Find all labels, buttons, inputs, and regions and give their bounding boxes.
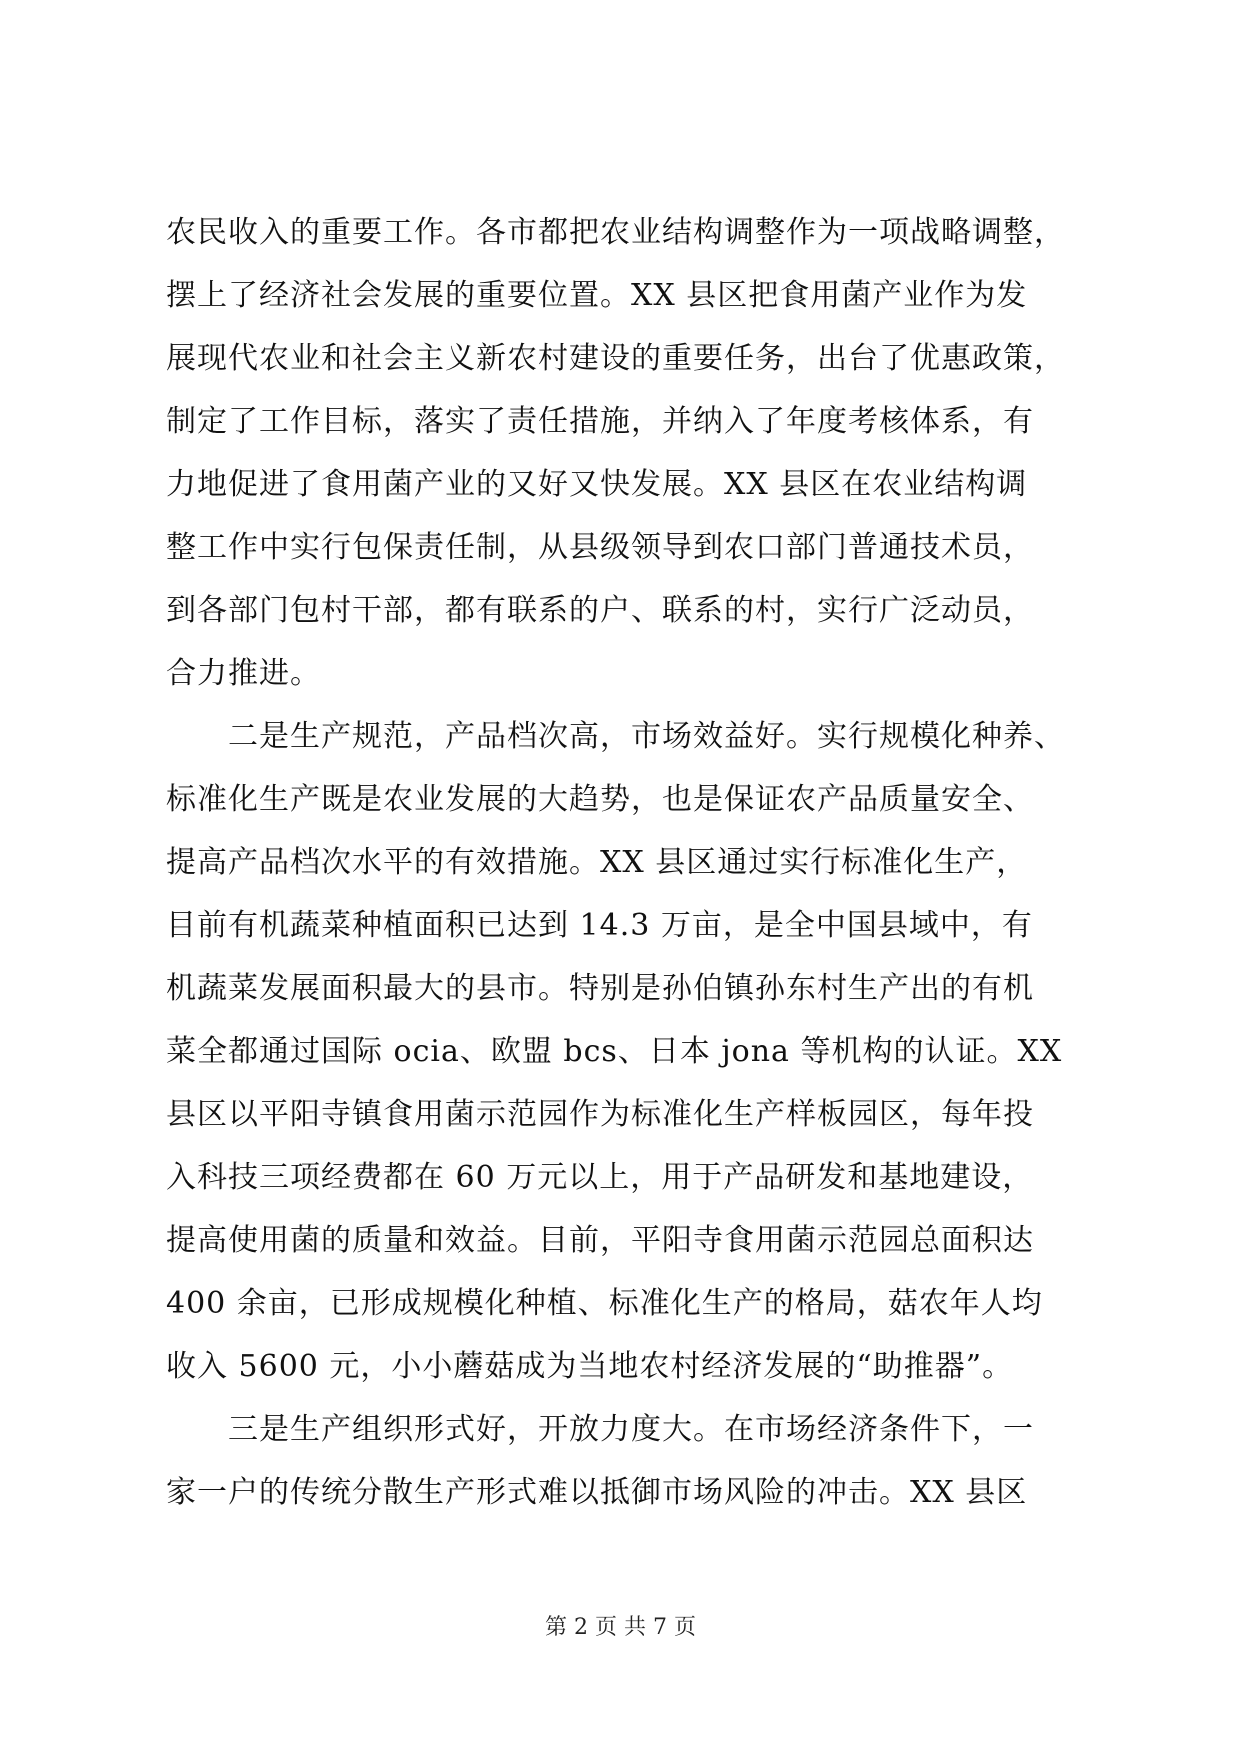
text-line: 400 余亩，已形成规模化种植、标准化生产的格局，菇农年人均 — [166, 1286, 1043, 1321]
text-line: 机蔬菜发展面积最大的县市。特别是孙伯镇孙东村生产出的有机 — [166, 971, 1034, 1006]
text-line: 提高产品档次水平的有效措施。XX 县区通过实行标准化生产， — [166, 845, 1028, 880]
text-line: 家一户的传统分散生产形式难以抵御市场风险的冲击。XX 县区 — [166, 1475, 1028, 1510]
body-text — [166, 201, 1126, 1524]
text-line: 县区以平阳寺镇食用菌示范园作为标准化生产样板园区，每年投 — [166, 1097, 1034, 1132]
text-line: 制定了工作目标，落实了责任措施，并纳入了年度考核体系，有 — [166, 404, 1034, 439]
text-line: 收入 5600 元，小小蘑菇成为当地农村经济发展的“助推器”。 — [166, 1349, 1014, 1384]
text-line: 合力推进。 — [166, 656, 321, 691]
text-line: 三是生产组织形式好，开放力度大。在市场经济条件下，一 — [166, 1412, 1034, 1447]
text-line: 农民收入的重要工作。各市都把农业结构调整作为一项战略调整， — [166, 215, 1065, 250]
text-line: 整工作中实行包保责任制，从县级领导到农口部门普通技术员， — [166, 530, 1034, 565]
text-line: 摆上了经济社会发展的重要位置。XX 县区把食用菌产业作为发 — [166, 278, 1028, 313]
text-line: 力地促进了食用菌产业的又好又快发展。XX 县区在农业结构调 — [166, 467, 1028, 502]
text-line: 到各部门包村干部，都有联系的户、联系的村，实行广泛动员， — [166, 593, 1034, 628]
text-line: 菜全都通过国际 ocia、欧盟 bcs、日本 jona 等机构的认证。XX — [166, 1034, 1063, 1069]
text-line: 入科技三项经费都在 60 万元以上，用于产品研发和基地建设， — [166, 1160, 1034, 1195]
text-line: 目前有机蔬菜种植面积已达到 14.3 万亩，是全中国县域中，有 — [166, 908, 1033, 943]
text-line: 二是生产规范，产品档次高，市场效益好。实行规模化种养、 — [166, 719, 1065, 754]
page-number-footer: 第 2 页 共 7 页 — [545, 1615, 696, 1640]
text-line: 标准化生产既是农业发展的大趋势，也是保证农产品质量安全、 — [166, 782, 1034, 817]
text-line: 展现代农业和社会主义新农村建设的重要任务，出台了优惠政策， — [166, 341, 1065, 376]
text-line: 提高使用菌的质量和效益。目前，平阳寺食用菌示范园总面积达 — [166, 1223, 1034, 1258]
